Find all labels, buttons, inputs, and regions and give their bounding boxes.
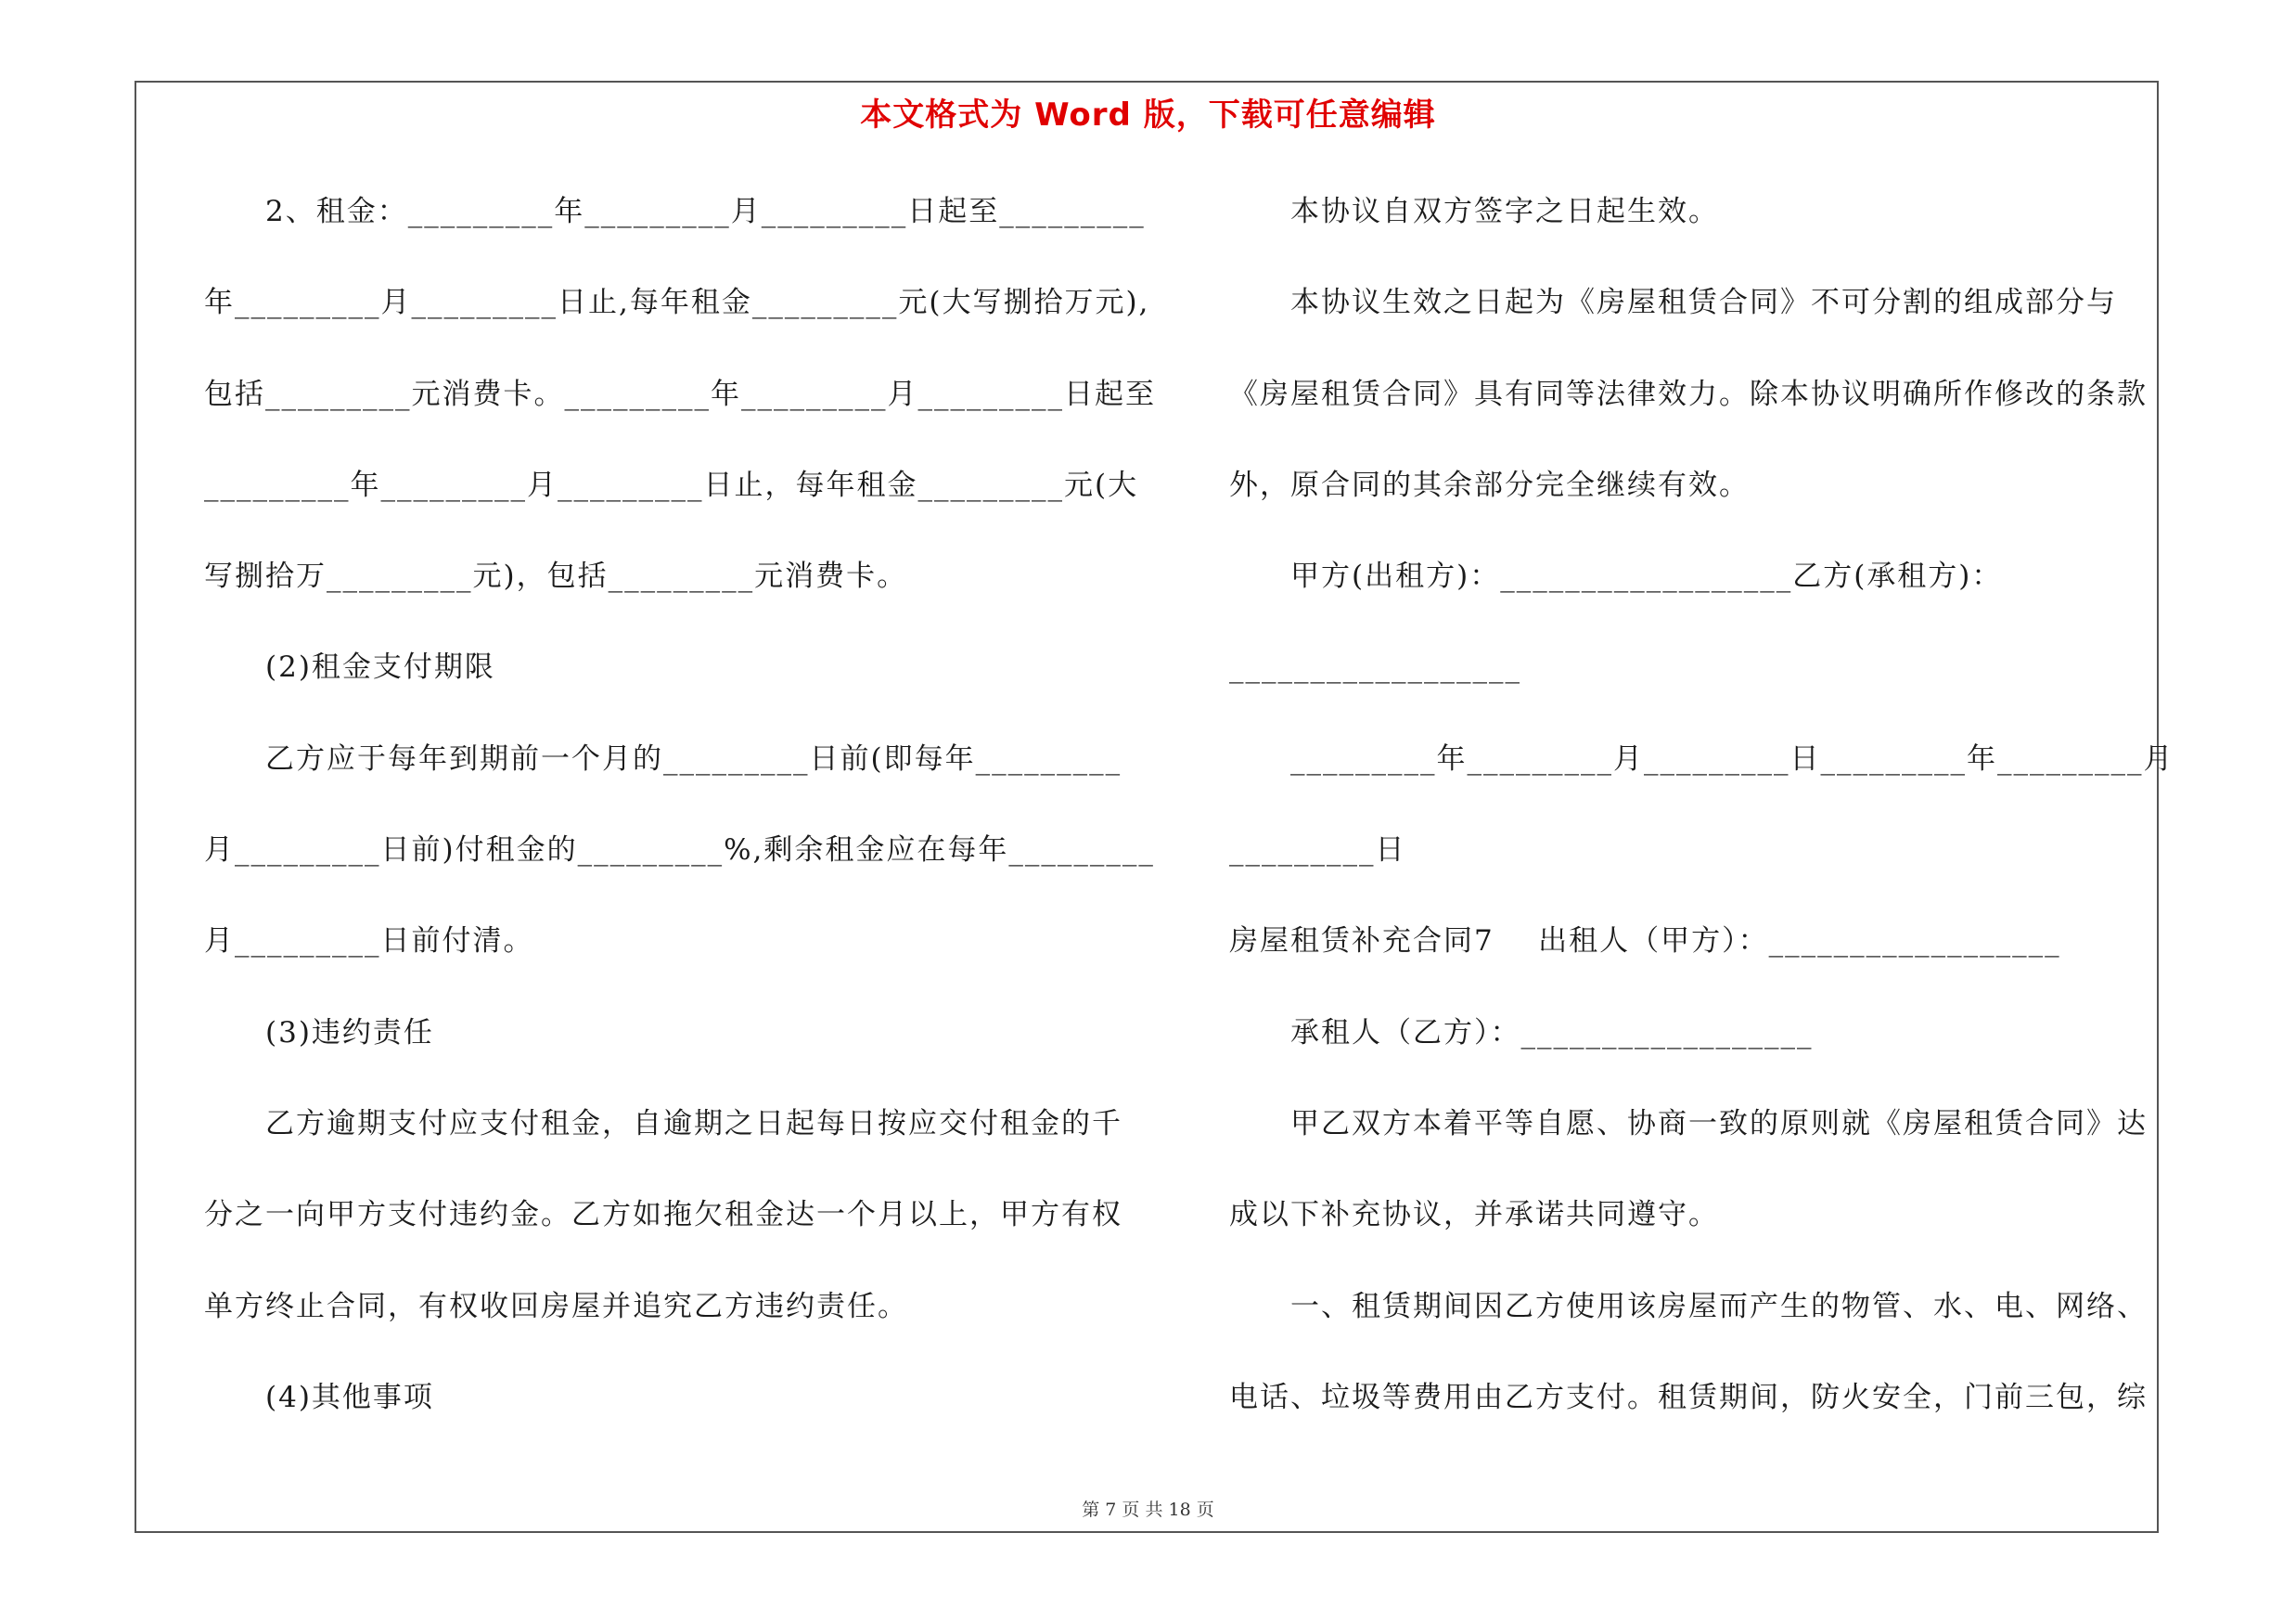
paragraph-line: 一、租赁期间因乙方使用该房屋而产生的物管、水、电、网络、 — [1290, 1289, 2148, 1323]
paragraph-line: (3)违约责任 — [265, 1015, 434, 1050]
paragraph-line: 甲方(出租方)：__________________乙方(承租方)： — [1290, 560, 2003, 594]
paragraph-line: 包括_________元消费卡。_________年_________月_________日起至 — [204, 377, 1156, 411]
paragraph-line: _________年_________月_________日止，每年租金_________元(大 — [204, 468, 1139, 502]
paragraph-line: 房屋租赁补充合同7 出租人（甲方）：__________________ — [1229, 924, 2061, 959]
paragraph-line: 甲乙双方本着平等自愿、协商一致的原则就《房屋租赁合同》达 — [1290, 1106, 2148, 1140]
paragraph-line: 年_________月_________日止,每年租金_________元(大写捌拾万元), — [204, 286, 1150, 320]
paragraph-line: 月_________日前付清。 — [204, 924, 534, 959]
left-text-column — [204, 181, 1156, 1458]
paragraph-line: (4)其他事项 — [265, 1380, 434, 1414]
format-banner: 本文格式为 Word 版，下载可任意编辑 — [860, 97, 1436, 134]
paragraph-line: 乙方逾期支付应支付租金，自逾期之日起每日按应交付租金的千 — [265, 1106, 1122, 1140]
paragraph-line: 分之一向甲方支付违约金。乙方如拖欠租金达一个月以上，甲方有权 — [204, 1198, 1122, 1232]
paragraph-line: 本协议自双方签字之日起生效。 — [1290, 195, 1719, 228]
paragraph-line: 本协议生效之日起为《房屋租赁合同》不可分割的组成部分与 — [1290, 286, 2117, 320]
paragraph-line: __________________ — [1229, 650, 1521, 685]
page-number-footer: 第 7 页 共 18 页 — [1082, 1500, 1214, 1520]
paragraph-line: 单方终止合同，有权收回房屋并追究乙方违约责任。 — [204, 1289, 908, 1323]
paragraph-line: 写捌拾万_________元)，包括_________元消费卡。 — [204, 560, 908, 594]
paragraph-line: 成以下补充协议，并承诺共同遵守。 — [1229, 1198, 1719, 1232]
paragraph-line: 电话、垃圾等费用由乙方支付。租赁期间，防火安全，门前三包，综 — [1229, 1380, 2148, 1414]
paragraph-line: 承租人（乙方）：__________________ — [1290, 1015, 1814, 1050]
paragraph-line: 月_________日前)付租金的_________%,剩余租金应在每年_________ — [204, 833, 1155, 868]
paragraph-line: 2、租金：_________年_________月_________日起至_________ — [265, 195, 1146, 228]
paragraph-line: 乙方应于每年到期前一个月的_________日前(即每年_________ — [265, 741, 1122, 776]
paragraph-line: 外，原合同的其余部分完全继续有效。 — [1229, 468, 1750, 502]
right-text-column — [1229, 181, 2174, 1458]
paragraph-line: (2)租金支付期限 — [265, 650, 495, 685]
paragraph-line: 《房屋租赁合同》具有同等法律效力。除本协议明确所作修改的条款 — [1229, 377, 2148, 411]
paragraph-line: _________日 — [1229, 833, 1406, 868]
paragraph-line: _________年_________月_________日_________年_________月 — [1290, 741, 2174, 776]
